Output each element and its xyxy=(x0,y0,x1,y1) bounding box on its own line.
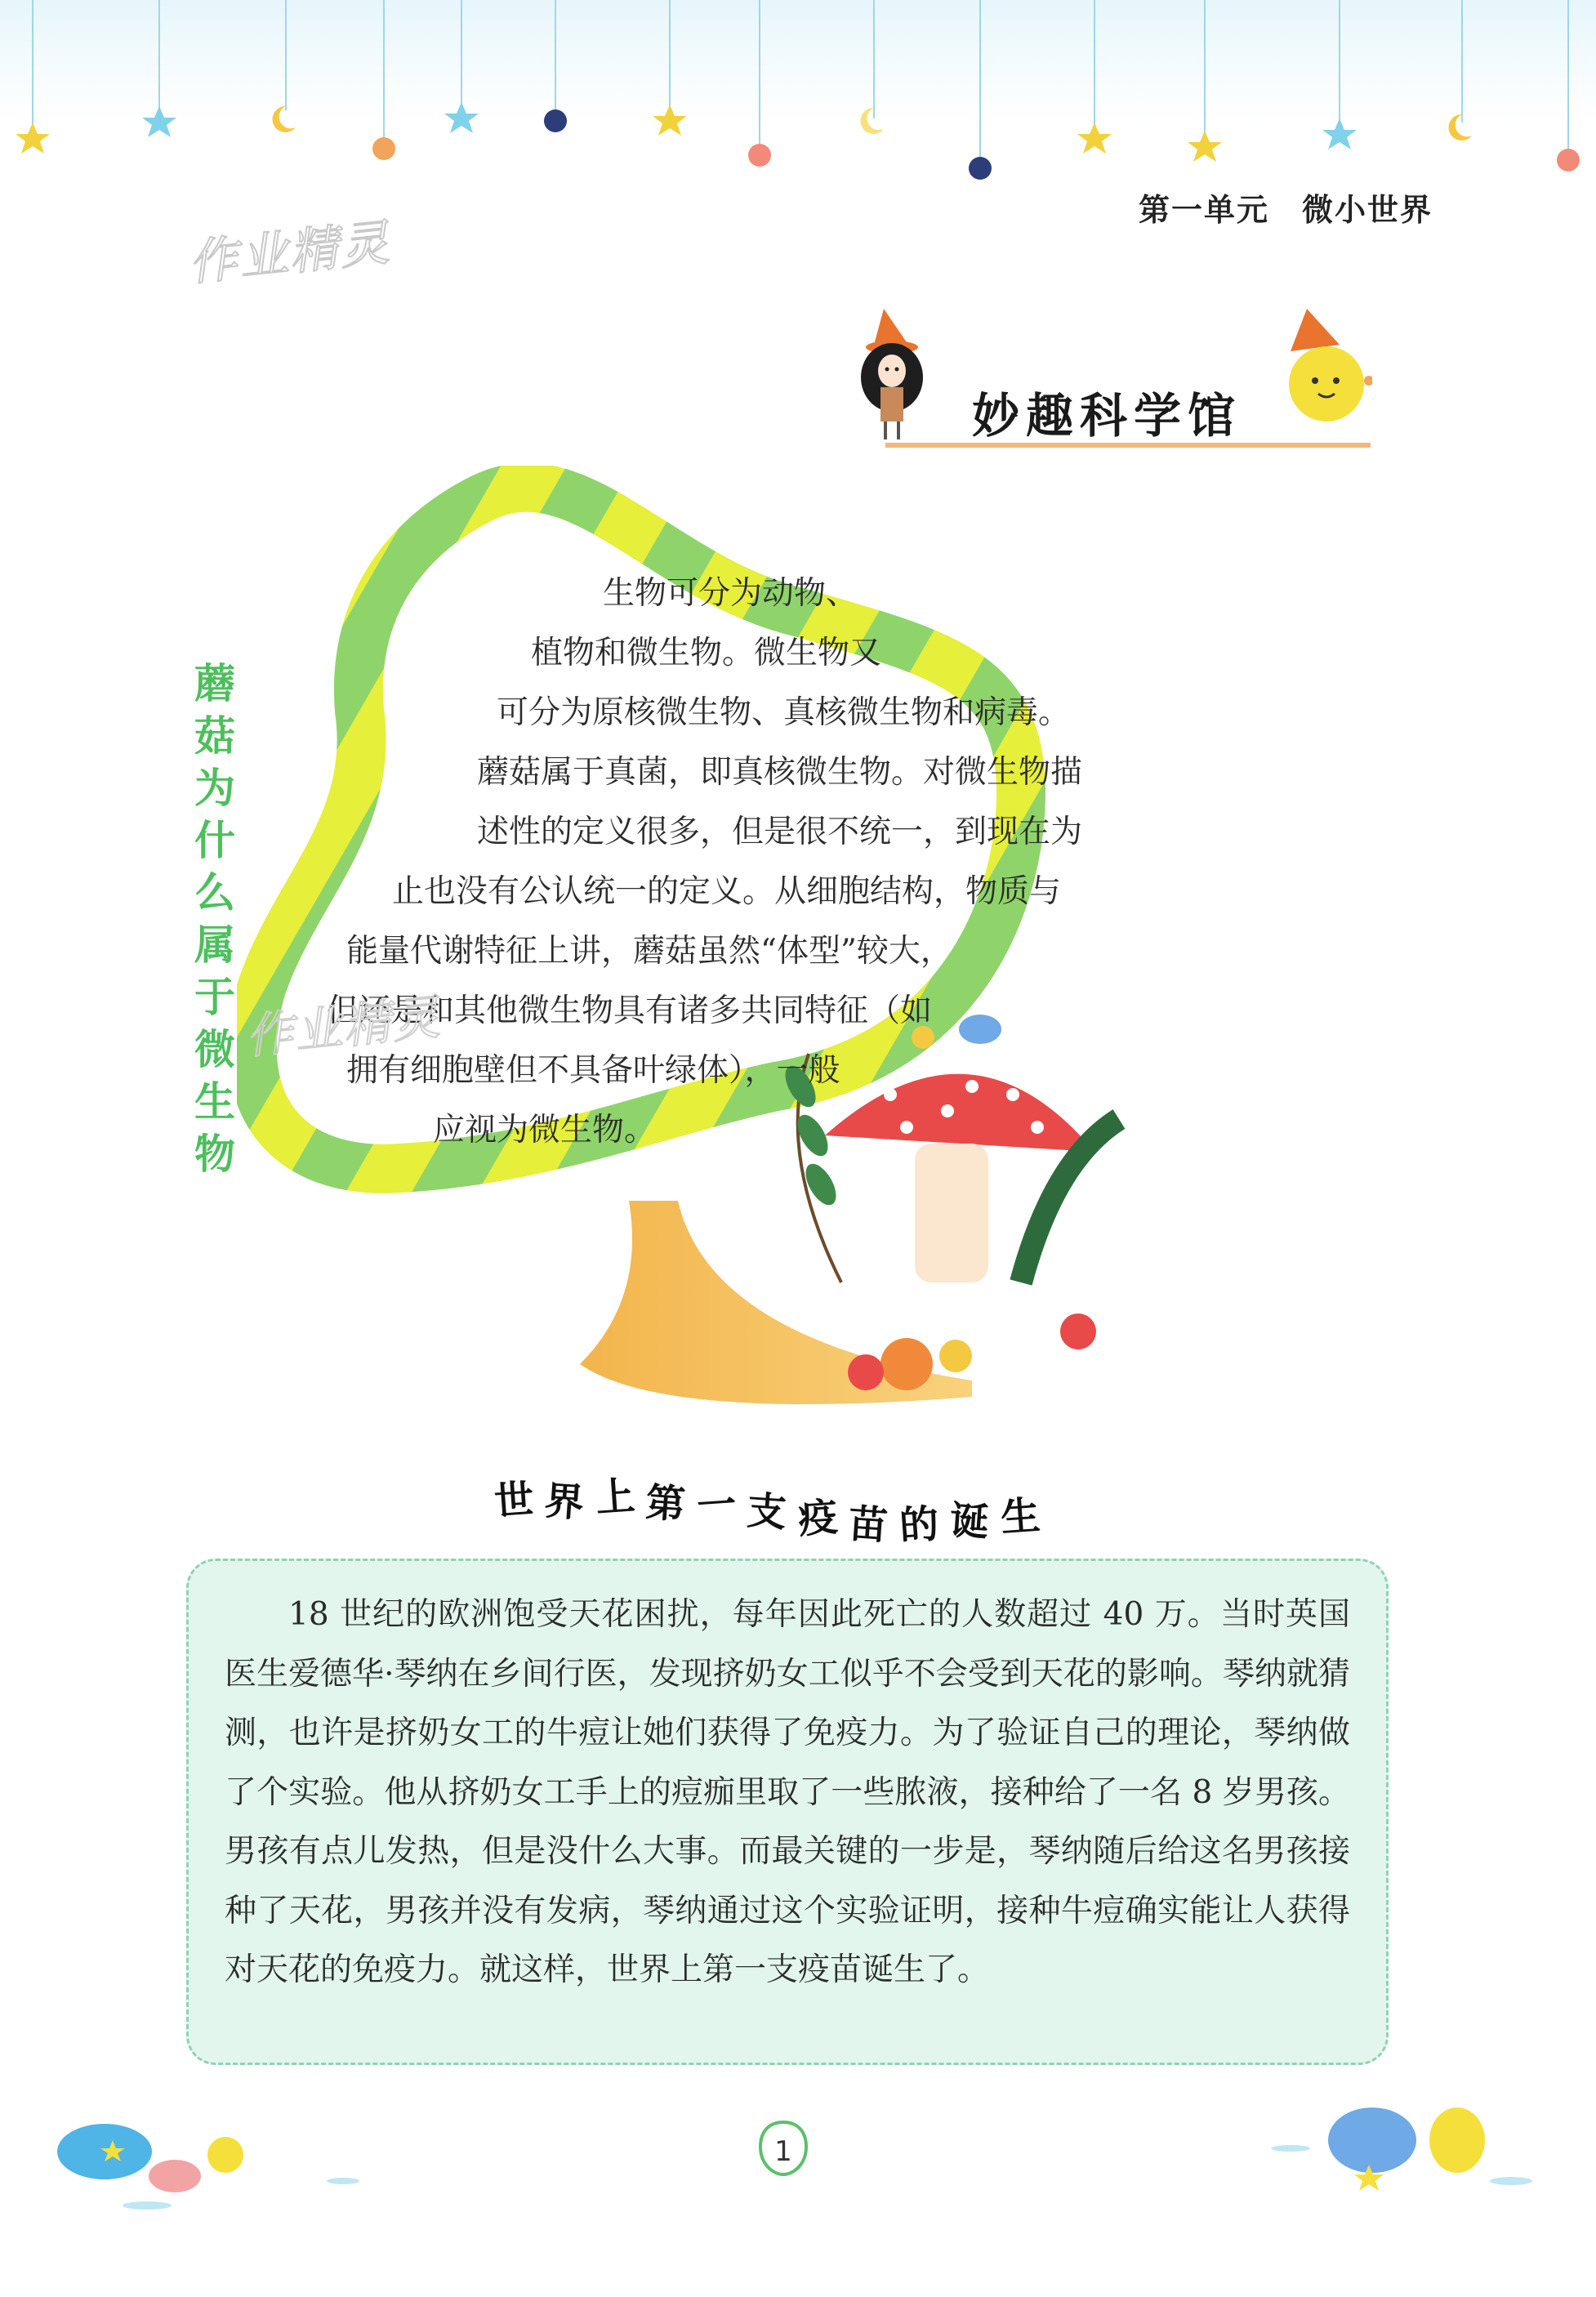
text-line: 应视为微生物。 xyxy=(433,1112,657,1148)
vaccine-title-char: 世 xyxy=(493,1476,536,1525)
vaccine-title-char: 的 xyxy=(898,1501,941,1550)
text-line: 能量代谢特征上讲，蘑菇虽然“体型”较大， xyxy=(346,933,952,970)
text-line: 植物和微生物。微生物又 xyxy=(531,635,882,671)
page-number: 1 xyxy=(774,2135,792,2168)
hanging-stars-illustration xyxy=(0,0,1596,188)
vaccine-story-text: 18 世纪的欧洲饱受天花困扰，每年因此死亡的人数超过 40 万。当时英国医生爱德华·琴纳在乡间行医，发现挤奶女工似乎不会受到天花的影响。琴纳就猜测，也许是挤奶女工的牛痘让她们获得了免疫力。为了验证自己的理论，琴纳做了个实验。他从挤奶女工手上的痘痂里取了一些脓液，接种给了一名 8 岁男孩。男孩有点儿发热，但是没什么大事。而最关键的一步是，琴纳随后给这名男孩接种了天花，男孩并没有发病，琴纳通过这个实验证明，接种牛痘确实能让人获得对天花的免疫力。就这样，世界上第一支疫苗诞生了。 xyxy=(225,1596,1350,1988)
text-line: 生物可分为动物、 xyxy=(603,575,858,612)
text-line: 可分为原核微生物、真核微生物和病毒。 xyxy=(497,694,1071,731)
watermark: 作业精灵 xyxy=(185,214,394,292)
side-title: 蘑菇为什么属于微生物 xyxy=(188,662,235,1184)
vaccine-title xyxy=(494,1454,1066,1552)
section-title: 妙趣科学馆 xyxy=(972,388,1242,444)
watermark: 作业精灵 xyxy=(243,988,444,1065)
vaccine-title-char: 苗 xyxy=(846,1501,889,1550)
vaccine-title-char: 界 xyxy=(542,1478,586,1527)
vaccine-title-char: 诞 xyxy=(947,1497,991,1546)
text-line: 述性的定义很多，但是很不统一，到现在为 xyxy=(477,814,1083,850)
mushroom-text xyxy=(310,564,1209,1160)
vaccine-title-char: 第 xyxy=(644,1479,687,1528)
text-line: 蘑菇属于真菌，即真核微生物。对微生物描 xyxy=(477,754,1083,791)
top-decoration xyxy=(0,0,1596,123)
text-line: 拥有细胞壁但不具备叶绿体），一般 xyxy=(346,1052,840,1089)
section-header xyxy=(849,302,1372,457)
vaccine-title-char: 一 xyxy=(695,1481,738,1530)
vaccine-title-char: 疫 xyxy=(796,1494,840,1543)
vaccine-title-char: 支 xyxy=(745,1487,788,1537)
vaccine-title-char: 生 xyxy=(999,1492,1042,1541)
text-line: 但还是和其他微生物具有诸多共同特征（如 xyxy=(327,992,933,1029)
vaccine-story-box xyxy=(186,1559,1389,2065)
unit-label: 第一单元 微小世界 xyxy=(1138,192,1433,228)
text-line: 止也没有公认统一的定义。从细胞结构，物质与 xyxy=(392,873,1062,910)
vaccine-title-char: 上 xyxy=(594,1473,637,1522)
